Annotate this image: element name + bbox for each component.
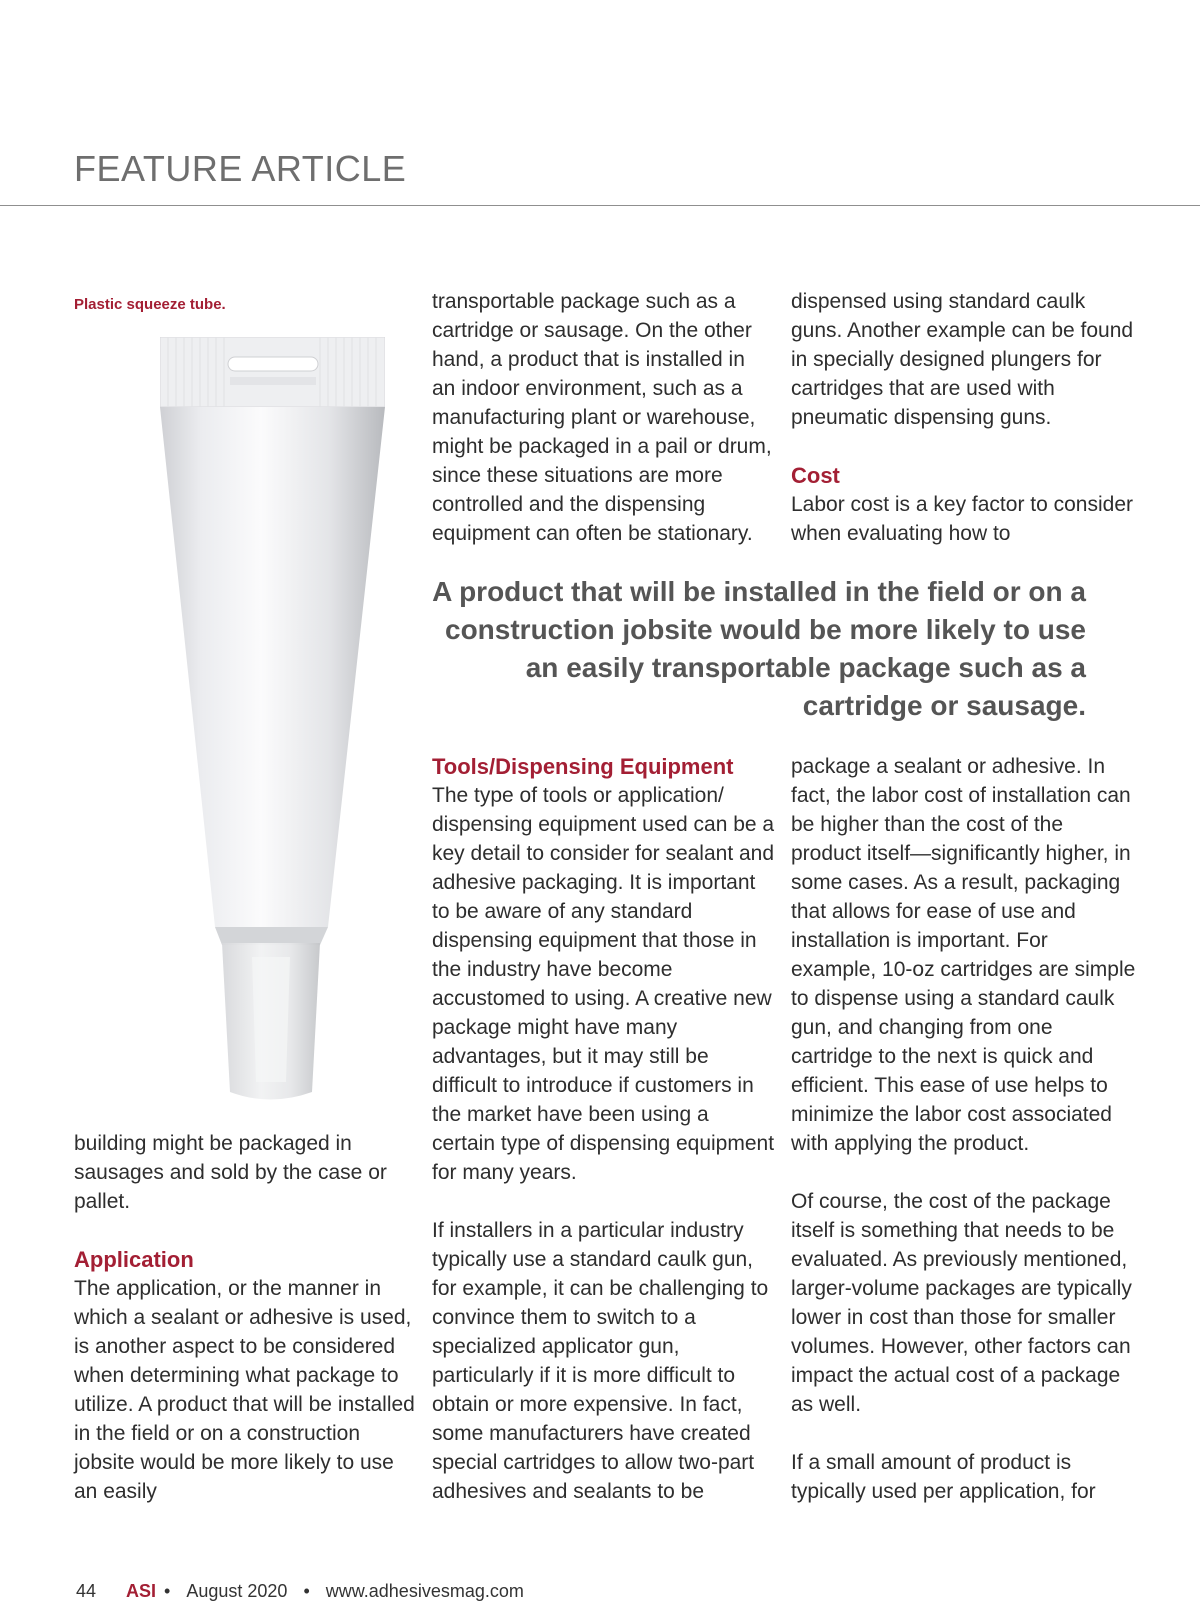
paragraph: dispensed using standard caulk guns. Another example can be found in specially designed plungers for cartridges that are used with pneumatic dispensing guns. xyxy=(791,290,1134,429)
page-footer xyxy=(76,1581,524,1602)
column-b-top xyxy=(791,287,1136,548)
column-b-bottom xyxy=(791,752,1136,1506)
squeeze-tube-image xyxy=(160,337,385,1107)
footer-separator: • xyxy=(164,1581,171,1601)
figure-caption: Plastic squeeze tube. xyxy=(74,296,226,313)
section-label: FEATURE ARTICLE xyxy=(74,148,407,189)
paragraph: transportable package such as a cartridge or sausage. On the other hand, a product that is installed in an indoor environment, such as a manufacturing plant or warehouse, might be packaged in a pail or drum, since these situations are more controlled and the dispensing equipment can often be stationary. xyxy=(432,290,772,545)
footer-separator: • xyxy=(303,1581,310,1601)
column-left-bottom xyxy=(74,1129,419,1506)
application-heading: Application xyxy=(74,1247,194,1272)
paragraph: Of course, the cost of the package itself is something that needs to be evaluated. As previously mentioned, larger-volume packages are typically lower in cost than those for smaller volumes. However, other factors can impact the actual cost of a package as well. xyxy=(791,1190,1132,1416)
pull-quote: A product that will be installed in the field or on a construction jobsite would be more likely to use an easily transportable package such as a cartridge or sausage. xyxy=(432,576,1086,721)
magazine-brand: ASI xyxy=(126,1581,157,1601)
paragraph: package a sealant or adhesive. In fact, the labor cost of installation can be higher than the cost of the product itself—significantly higher, in some cases. As a result, packaging that allows for ease of use and installation is important. For example, 10-oz cartridges are simple to dispense using a standard caulk gun, and changing from one cartridge to the next is quick and efficient. This ease of use helps to minimize the labor cost associated with applying the product. xyxy=(791,755,1136,1155)
paragraph: If a small amount of product is typically used per application, for xyxy=(791,1451,1096,1503)
cost-heading: Cost xyxy=(791,463,840,488)
paragraph: The application, or the manner in which a sealant or adhesive is used, is another aspect to be considered when determining what package to utilize. A product that will be installed in the field or on a construction jobsite would be more likely to use an easily xyxy=(74,1277,415,1503)
column-a-bottom xyxy=(432,752,777,1506)
paragraph: building might be packaged in sausages and sold by the case or pallet. xyxy=(74,1132,387,1213)
paragraph: Labor cost is a key factor to consider when evaluating how to xyxy=(791,493,1133,545)
page-number: 44 xyxy=(76,1581,97,1601)
tools-heading: Tools/Dispensing Equipment xyxy=(432,754,734,779)
paragraph: If installers in a particular industry typically use a standard caulk gun, for example, it can be challenging to convince them to switch to a specialized applicator gun, particularly if it is more difficult to obtain or more expensive. In fact, some manufacturers have created special cartridges to allow two-part adhesives and sealants to be xyxy=(432,1219,769,1503)
column-a-top xyxy=(432,287,772,548)
header-rule xyxy=(0,205,1200,206)
issue-date: August 2020 xyxy=(186,1581,288,1601)
website-link[interactable]: www.adhesivesmag.com xyxy=(325,1581,524,1601)
paragraph: The type of tools or application/ dispensing equipment used can be a key detail to consider for sealant and adhesive packaging. It is important to be aware of any standard dispensing equipment that those in the industry have become accustomed to using. A creative new package might have many advantages, but it may still be difficult to introduce if customers in the market have been using a certain type of dispensing equipment for many years. xyxy=(432,784,775,1184)
